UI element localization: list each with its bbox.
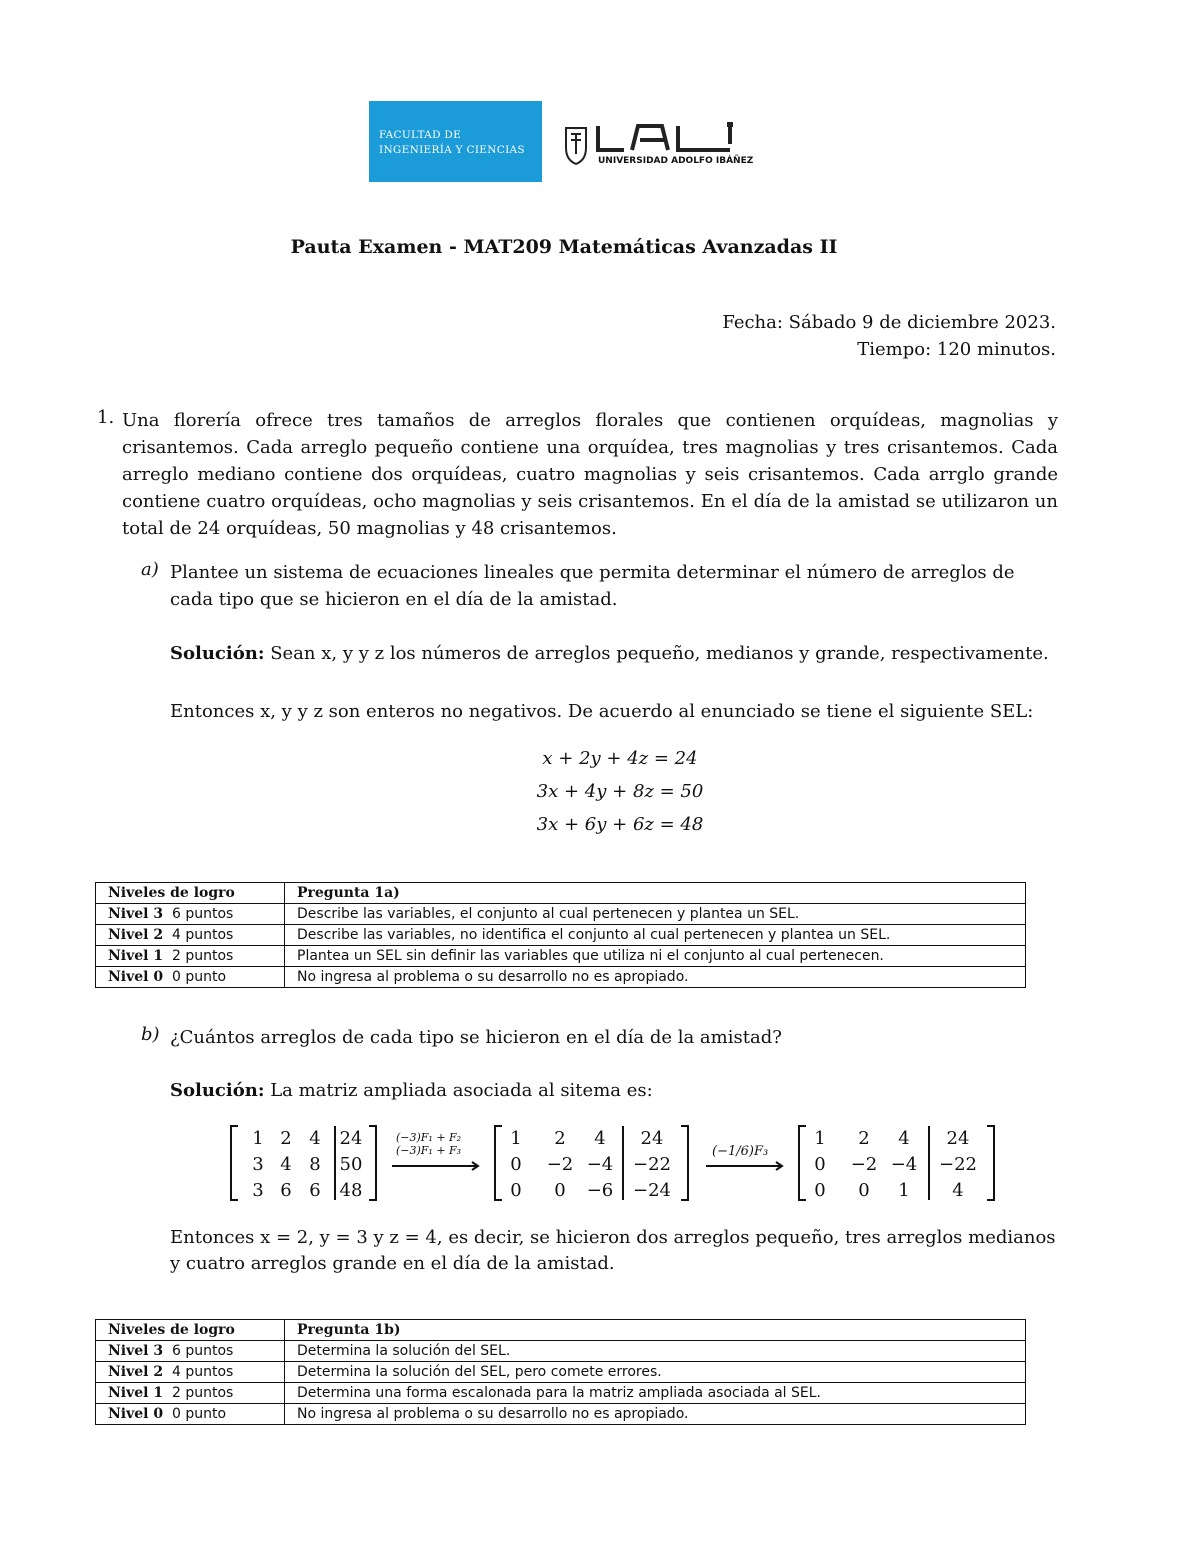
matrix-cell: 24 (946, 1128, 970, 1149)
rubric-desc: Determina la solución del SEL, pero comete errores. (285, 1362, 1026, 1383)
part-b-solution (170, 1080, 653, 1101)
matrix-cell: 0 (554, 1180, 566, 1201)
level-name: Nivel 0 (108, 969, 164, 985)
faculty-logo-line1: FACULTAD DE (379, 129, 462, 141)
solution-label: Solución: (170, 643, 265, 664)
matrix-cell: 0 (510, 1154, 522, 1175)
page-title: Pauta Examen - MAT209 Matemáticas Avanzadas II (290, 236, 838, 258)
matrix-cell: 24 (640, 1128, 664, 1149)
level-points: 6 puntos (172, 1343, 234, 1359)
matrix-cell: −2 (850, 1154, 878, 1175)
matrix-cell: 1 (510, 1128, 522, 1149)
part-a-question: Plantee un sistema de ecuaciones lineales que permita determinar el número de arreglos de cada tipo que se hicieron en el día de la amistad. (170, 562, 1015, 610)
matrix-cell: 1 (898, 1180, 910, 1201)
matrix-cell: 1 (814, 1128, 826, 1149)
solution-label: Solución: (170, 1080, 265, 1101)
exam-time: Tiempo: 120 minutos. (857, 339, 1056, 360)
rubric-level-cell (96, 1404, 285, 1425)
matrix-cell: 8 (309, 1154, 321, 1175)
rubric-table-1a (95, 882, 1026, 988)
matrix-cell: −6 (586, 1180, 614, 1201)
level-name: Nivel 1 (108, 948, 164, 964)
rubric-header-row (96, 1320, 1026, 1341)
matrix-cell: 0 (814, 1180, 826, 1201)
matrix-cell: 0 (814, 1154, 826, 1175)
matrix-reduction (0, 1122, 1200, 1206)
matrix-cell: 3 (252, 1180, 264, 1201)
matrix-cell: 48 (339, 1180, 363, 1201)
level-name: Nivel 3 (108, 906, 164, 922)
rubric-desc: Describe las variables, el conjunto al cual pertenecen y plantea un SEL. (285, 904, 1026, 925)
question-number: 1. (97, 407, 115, 428)
matrix-cell: 6 (280, 1180, 292, 1201)
rubric-header-question: Pregunta 1b) (285, 1320, 1026, 1341)
matrix-cell: 4 (280, 1154, 292, 1175)
part-a-solution (170, 643, 1049, 664)
matrix-cell: 2 (554, 1128, 566, 1149)
level-points: 2 puntos (172, 1385, 234, 1401)
matrix-cell: 2 (858, 1128, 870, 1149)
level-points: 0 punto (172, 969, 227, 985)
level-points: 4 puntos (172, 1364, 234, 1380)
rubric-desc: No ingresa al problema o su desarrollo no es apropiado. (285, 1404, 1026, 1425)
level-points: 4 puntos (172, 927, 234, 943)
rubric-level-cell (96, 967, 285, 988)
table-row (96, 1362, 1026, 1383)
level-name: Nivel 1 (108, 1385, 164, 1401)
matrix-cell: −4 (586, 1154, 614, 1175)
faculty-logo (369, 101, 542, 182)
matrix-cell: 6 (309, 1180, 321, 1201)
uai-logo (562, 122, 754, 170)
conclusion-line2: y cuatro arreglos grande en el día de la amistad. (170, 1253, 615, 1274)
solution-line2: Entonces x, y y z son enteros no negativos. De acuerdo al enunciado se tiene el siguiente SEL: (170, 701, 1034, 722)
equation-2: 3x + 4y + 8z = 50 (536, 781, 704, 802)
rubric-header-question: Pregunta 1a) (285, 883, 1026, 904)
solution-intro: La matriz ampliada asociada al sitema es: (270, 1080, 653, 1101)
rubric-level-cell (96, 1341, 285, 1362)
question-statement: Una florería ofrece tres tamaños de arreglos florales que contienen orquídeas, magnolias y crisantemos. Cada arreglo pequeño contiene una orquídea, tres magnolias y tres crisantemos. Cada arreglo mediano contiene dos orquídeas, cuatro magnolias y seis crisantemos. Cada arrglo grande contiene cuatro orquídeas, ocho magnolias y seis crisantemos. En el día de la amistad se utilizaron un total de 24 orquídeas, 50 magnolias y 48 crisantemos. (122, 410, 1058, 539)
part-b-label: b) (141, 1024, 160, 1045)
matrix-cell: 24 (339, 1128, 363, 1149)
table-row (96, 946, 1026, 967)
part-a-label: a) (141, 559, 159, 580)
matrix-cell: −22 (939, 1154, 977, 1175)
matrix-cell: −22 (633, 1154, 671, 1175)
row-op-1a: (−3)F₁ + F₂ (396, 1131, 462, 1144)
matrix-cell: 1 (252, 1128, 264, 1149)
rubric-level-cell (96, 904, 285, 925)
rubric-desc: Determina la solución del SEL. (285, 1341, 1026, 1362)
rubric-header-levels: Niveles de logro (96, 883, 285, 904)
table-row (96, 904, 1026, 925)
level-name: Nivel 2 (108, 1364, 164, 1380)
matrix-cell: −24 (633, 1180, 671, 1201)
matrix-cell: 0 (858, 1180, 870, 1201)
matrix-cell: 4 (309, 1128, 321, 1149)
equation-1: x + 2y + 4z = 24 (542, 748, 698, 769)
rubric-level-cell (96, 1362, 285, 1383)
level-name: Nivel 0 (108, 1406, 164, 1422)
uai-logo-subtitle: UNIVERSIDAD ADOLFO IBÁÑEZ (598, 156, 754, 166)
rubric-desc: Describe las variables, no identifica el conjunto al cual pertenecen y plantea un SEL. (285, 925, 1026, 946)
rubric-level-cell (96, 925, 285, 946)
rubric-desc: Plantea un SEL sin definir las variables que utiliza ni el conjunto al cual pertenecen. (285, 946, 1026, 967)
matrix-cell: 4 (952, 1180, 964, 1201)
matrix-cell: 0 (510, 1180, 522, 1201)
level-points: 2 puntos (172, 948, 234, 964)
table-row (96, 967, 1026, 988)
matrix-cell: −2 (546, 1154, 574, 1175)
rubric-desc: No ingresa al problema o su desarrollo no es apropiado. (285, 967, 1026, 988)
solution-line1: Sean x, y y z los números de arreglos pequeño, medianos y grande, respectivamente. (270, 643, 1049, 664)
rubric-header-row (96, 883, 1026, 904)
part-b-question: ¿Cuántos arreglos de cada tipo se hicieron en el día de la amistad? (170, 1027, 782, 1048)
table-row (96, 925, 1026, 946)
rubric-header-levels: Niveles de logro (96, 1320, 285, 1341)
row-op-2: (−1/6)F₃ (712, 1144, 769, 1159)
conclusion-line1: Entonces x = 2, y = 3 y z = 4, es decir, se hicieron dos arreglos pequeño, tres arreglos medianos (170, 1227, 1056, 1248)
rubric-table-1b (95, 1319, 1026, 1425)
level-name: Nivel 2 (108, 927, 164, 943)
rubric-level-cell (96, 946, 285, 967)
rubric-level-cell (96, 1383, 285, 1404)
level-points: 0 punto (172, 1406, 227, 1422)
equation-3: 3x + 6y + 6z = 48 (536, 814, 704, 835)
table-row (96, 1341, 1026, 1362)
matrix-cell: −4 (890, 1154, 918, 1175)
table-row (96, 1383, 1026, 1404)
table-row (96, 1404, 1026, 1425)
exam-date: Fecha: Sábado 9 de diciembre 2023. (722, 312, 1056, 333)
faculty-logo-line2: INGENIERÍA Y CIENCIAS (379, 144, 525, 156)
matrix-cell: 50 (339, 1154, 363, 1175)
matrix-cell: 3 (252, 1154, 264, 1175)
row-op-1b: (−3)F₁ + F₃ (396, 1144, 462, 1157)
matrix-cell: 4 (898, 1128, 910, 1149)
rubric-desc: Determina una forma escalonada para la matriz ampliada asociada al SEL. (285, 1383, 1026, 1404)
matrix-cell: 2 (280, 1128, 292, 1149)
level-points: 6 puntos (172, 906, 234, 922)
level-name: Nivel 3 (108, 1343, 164, 1359)
matrix-cell: 4 (594, 1128, 606, 1149)
